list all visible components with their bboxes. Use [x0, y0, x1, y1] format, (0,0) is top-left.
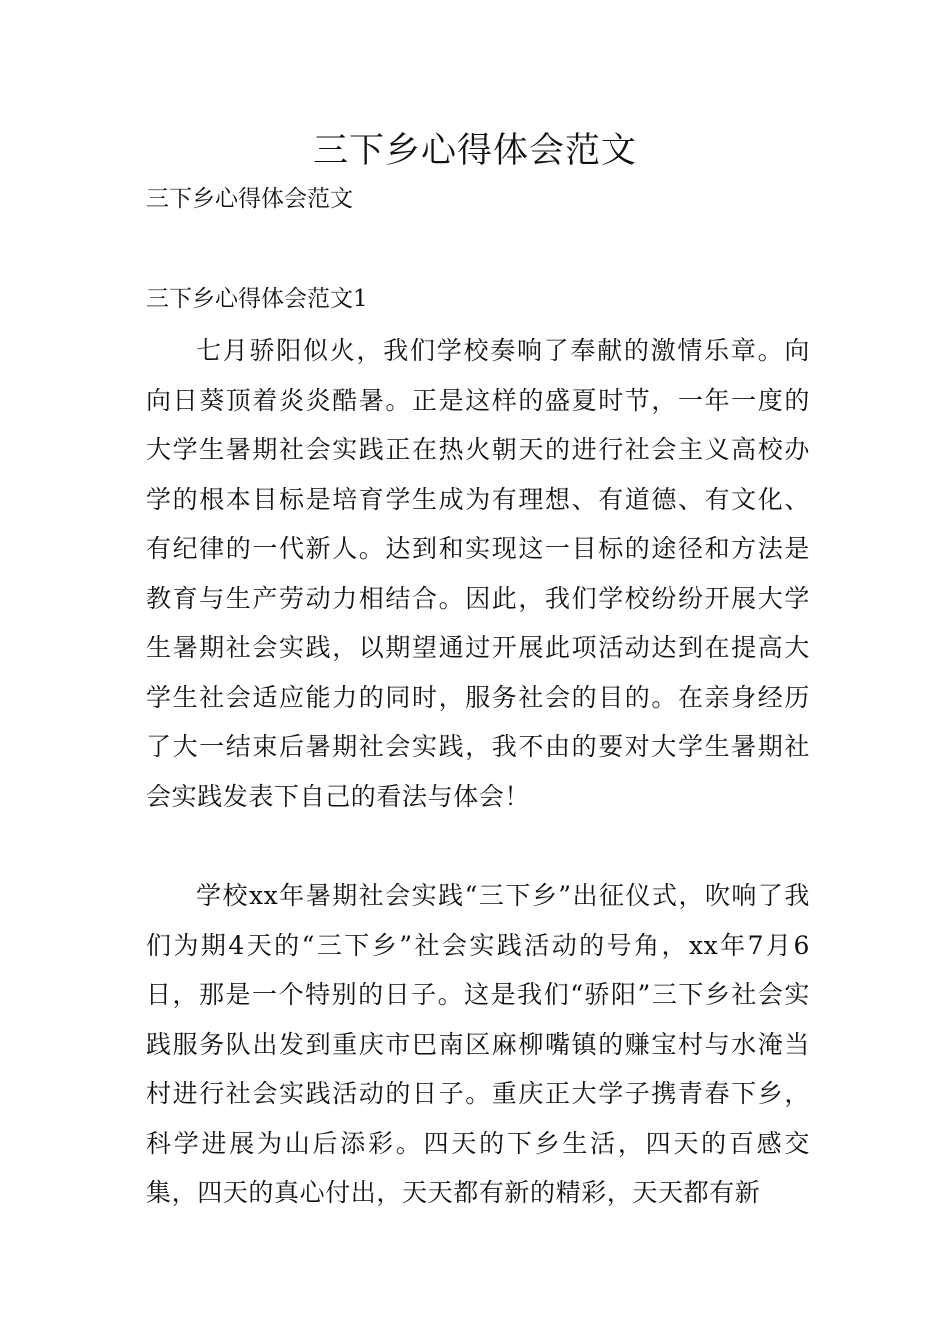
document-subtitle: 三下乡心得体会范文 — [146, 186, 353, 212]
section-heading: 三下乡心得体会范文1 — [146, 286, 368, 312]
document-title: 三下乡心得体会范文 — [312, 131, 637, 171]
body-paragraph-1: 七月骄阳似火，我们学校奏响了奉献的激情乐章。向向日葵顶着炎炎酷暑。正是这样的盛夏时节，一年一度的大学生暑期社会实践正在热火朝天的进行社会主义高校办学的根本目标是培育学生成为有理想、有道德、有文化、有纪律的一代新人。达到和实现这一目标的途径和方法是教育与生产劳动力相结合。因此，我们学校纷纷开展大学生暑期社会实践，以期望通过开展此项活动达到在提高大学生社会适应能力的同时，服务社会的目的。在亲身经历了大一结束后暑期社会实践，我不由的要对大学生暑期社会实践发表下自己的看法与体会！ — [146, 336, 810, 811]
body-paragraph-2: 学校xx年暑期社会实践“三下乡”出征仪式，吹响了我们为期4天的“三下乡”社会实践活动的号角，xx年7月6日，那是一个特别的日子。这是我们“骄阳”三下乡社会实践服务队出发到重庆市巴南区麻柳嘴镇的赚宝村与水淹当村进行社会实践活动的日子。重庆正大学子携青春下乡，科学进展为山后添彩。四天的下乡生活，四天的百感交集，四天的真心付出，天天都有新的精彩，天天都有新 — [146, 881, 810, 1207]
